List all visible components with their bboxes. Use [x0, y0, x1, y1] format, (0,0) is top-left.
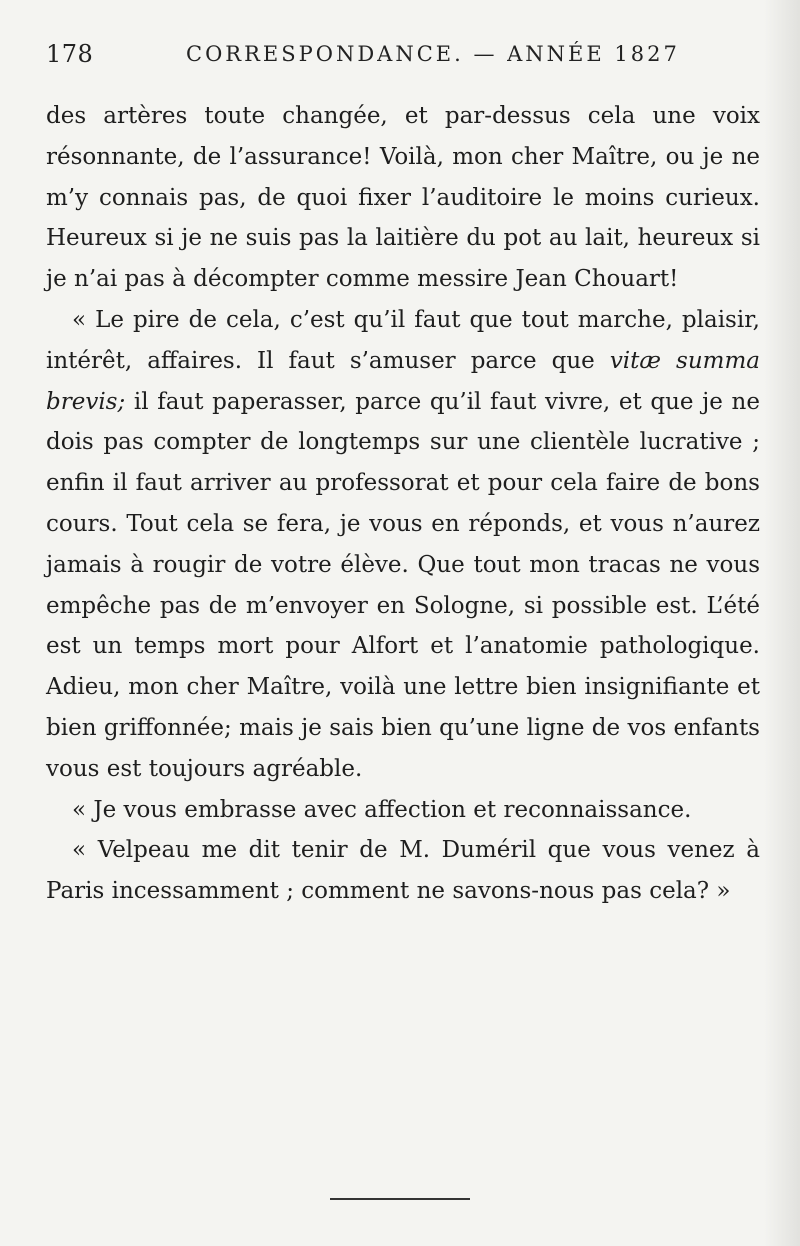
section-rule	[330, 1198, 470, 1200]
paragraph-2-start: « Le pire de cela, c’est qu’il faut que tout marche, plaisir, intérêt, affaires. Il faut s’amuser parce que	[46, 306, 760, 374]
letter-text	[46, 96, 760, 912]
page-number: 178	[46, 40, 94, 68]
paragraph-4: « Velpeau me dit tenir de M. Duméril que vous venez à Paris incessamment ; comment ne savons-nous pas cela? »	[46, 837, 760, 905]
page-gutter-shadow	[764, 0, 800, 1246]
paragraph-2	[46, 300, 760, 790]
page-header	[46, 40, 760, 80]
paragraph-1: des artères toute changée, et par-dessus cela une voix résonnante, de l’assurance! Voilà, mon cher Maître, ou je ne m’y connais pas, de quoi fixer l’auditoire le moins curieux. Heureux si je ne suis pas la laitière du pot au lait, heureux si je n’ai pas à décompter comme messire Jean Chouart!	[46, 103, 760, 293]
paragraph-3: « Je vous embrasse avec affection et reconnaissance.	[72, 796, 692, 823]
running-head: CORRESPONDANCE. — ANNÉE 1827	[186, 42, 680, 66]
latin-phrase: vitæ summa brevis;	[46, 347, 760, 415]
paragraph-2-rest: il faut paperasser, parce qu’il faut vivre, et que je ne dois pas compter de longtemps sur une clientèle lucrative ; enfin il faut arriver au professorat et pour cela faire de bons cours. Tout cela se fera, je vous en réponds, et vous n’aurez jamais à rougir de votre élève. Que tout mon tracas ne vous empêche pas de m’envoyer en Sologne, si possible est. L’été est un temps mort pour Alfort et l’anatomie pathologique. Adieu, mon cher Maître, voilà une lettre bien insignifiante et bien griffonnée; mais je sais bien qu’une ligne de vos enfants vous est toujours agréable.	[46, 388, 760, 782]
